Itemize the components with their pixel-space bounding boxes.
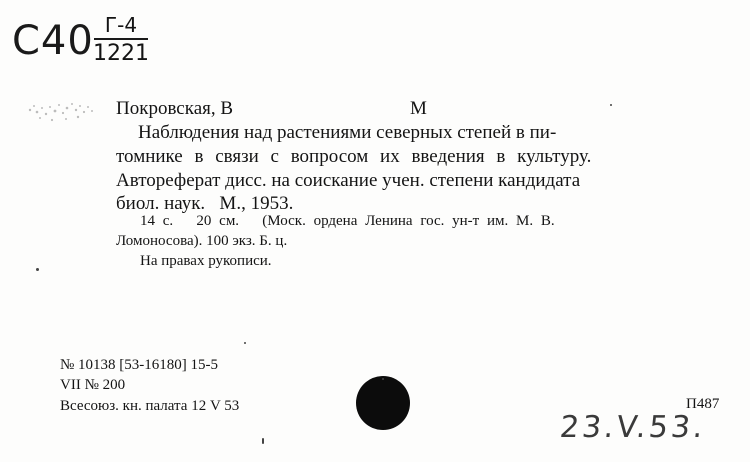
author-name: Покровская, В: [116, 98, 234, 119]
punch-hole: [356, 376, 410, 430]
description-line-3: На правах рукописи.: [140, 253, 272, 269]
catalog-code: П487: [686, 396, 720, 412]
author-heading: [116, 98, 233, 120]
speck: [36, 268, 39, 271]
speck: [382, 378, 384, 380]
record-number: № 10138 [53-16180] 15-5: [60, 357, 219, 373]
title-line-2: томнике в связи с вопросом их введения в культуру.: [116, 146, 592, 167]
handwritten-date: 23.V.53.: [558, 410, 708, 445]
description-line-2: Ломоносова). 100 экз. Б. ц.: [116, 233, 288, 249]
speck: [610, 104, 612, 106]
fraction-bottom: 1221: [93, 41, 149, 66]
book-chamber: Всесоюз. кн. палата 12 V 53: [60, 398, 240, 414]
description-line-1: 14 с. 20 см. (Моск. ордена Ленина гос. ун-т им. М. В.: [140, 213, 555, 229]
speck: [244, 342, 246, 344]
title-line-3: Автореферат дисс. на соискание учен. степени кандидата: [116, 170, 581, 191]
title-line-4: биол. наук. М., 1953.: [116, 193, 294, 214]
faded-stamp-icon: [22, 98, 102, 128]
shelf-fraction: [90, 14, 152, 66]
speck: [262, 438, 264, 444]
fraction-top: Г-4: [104, 13, 138, 37]
author-initial: М: [410, 98, 427, 119]
title-line-1: Наблюдения над растениями северных степей в пи-: [138, 122, 557, 143]
fraction-bar: [94, 38, 148, 40]
shelf-code: С40: [12, 18, 94, 64]
issue-number: VII № 200: [60, 377, 126, 393]
